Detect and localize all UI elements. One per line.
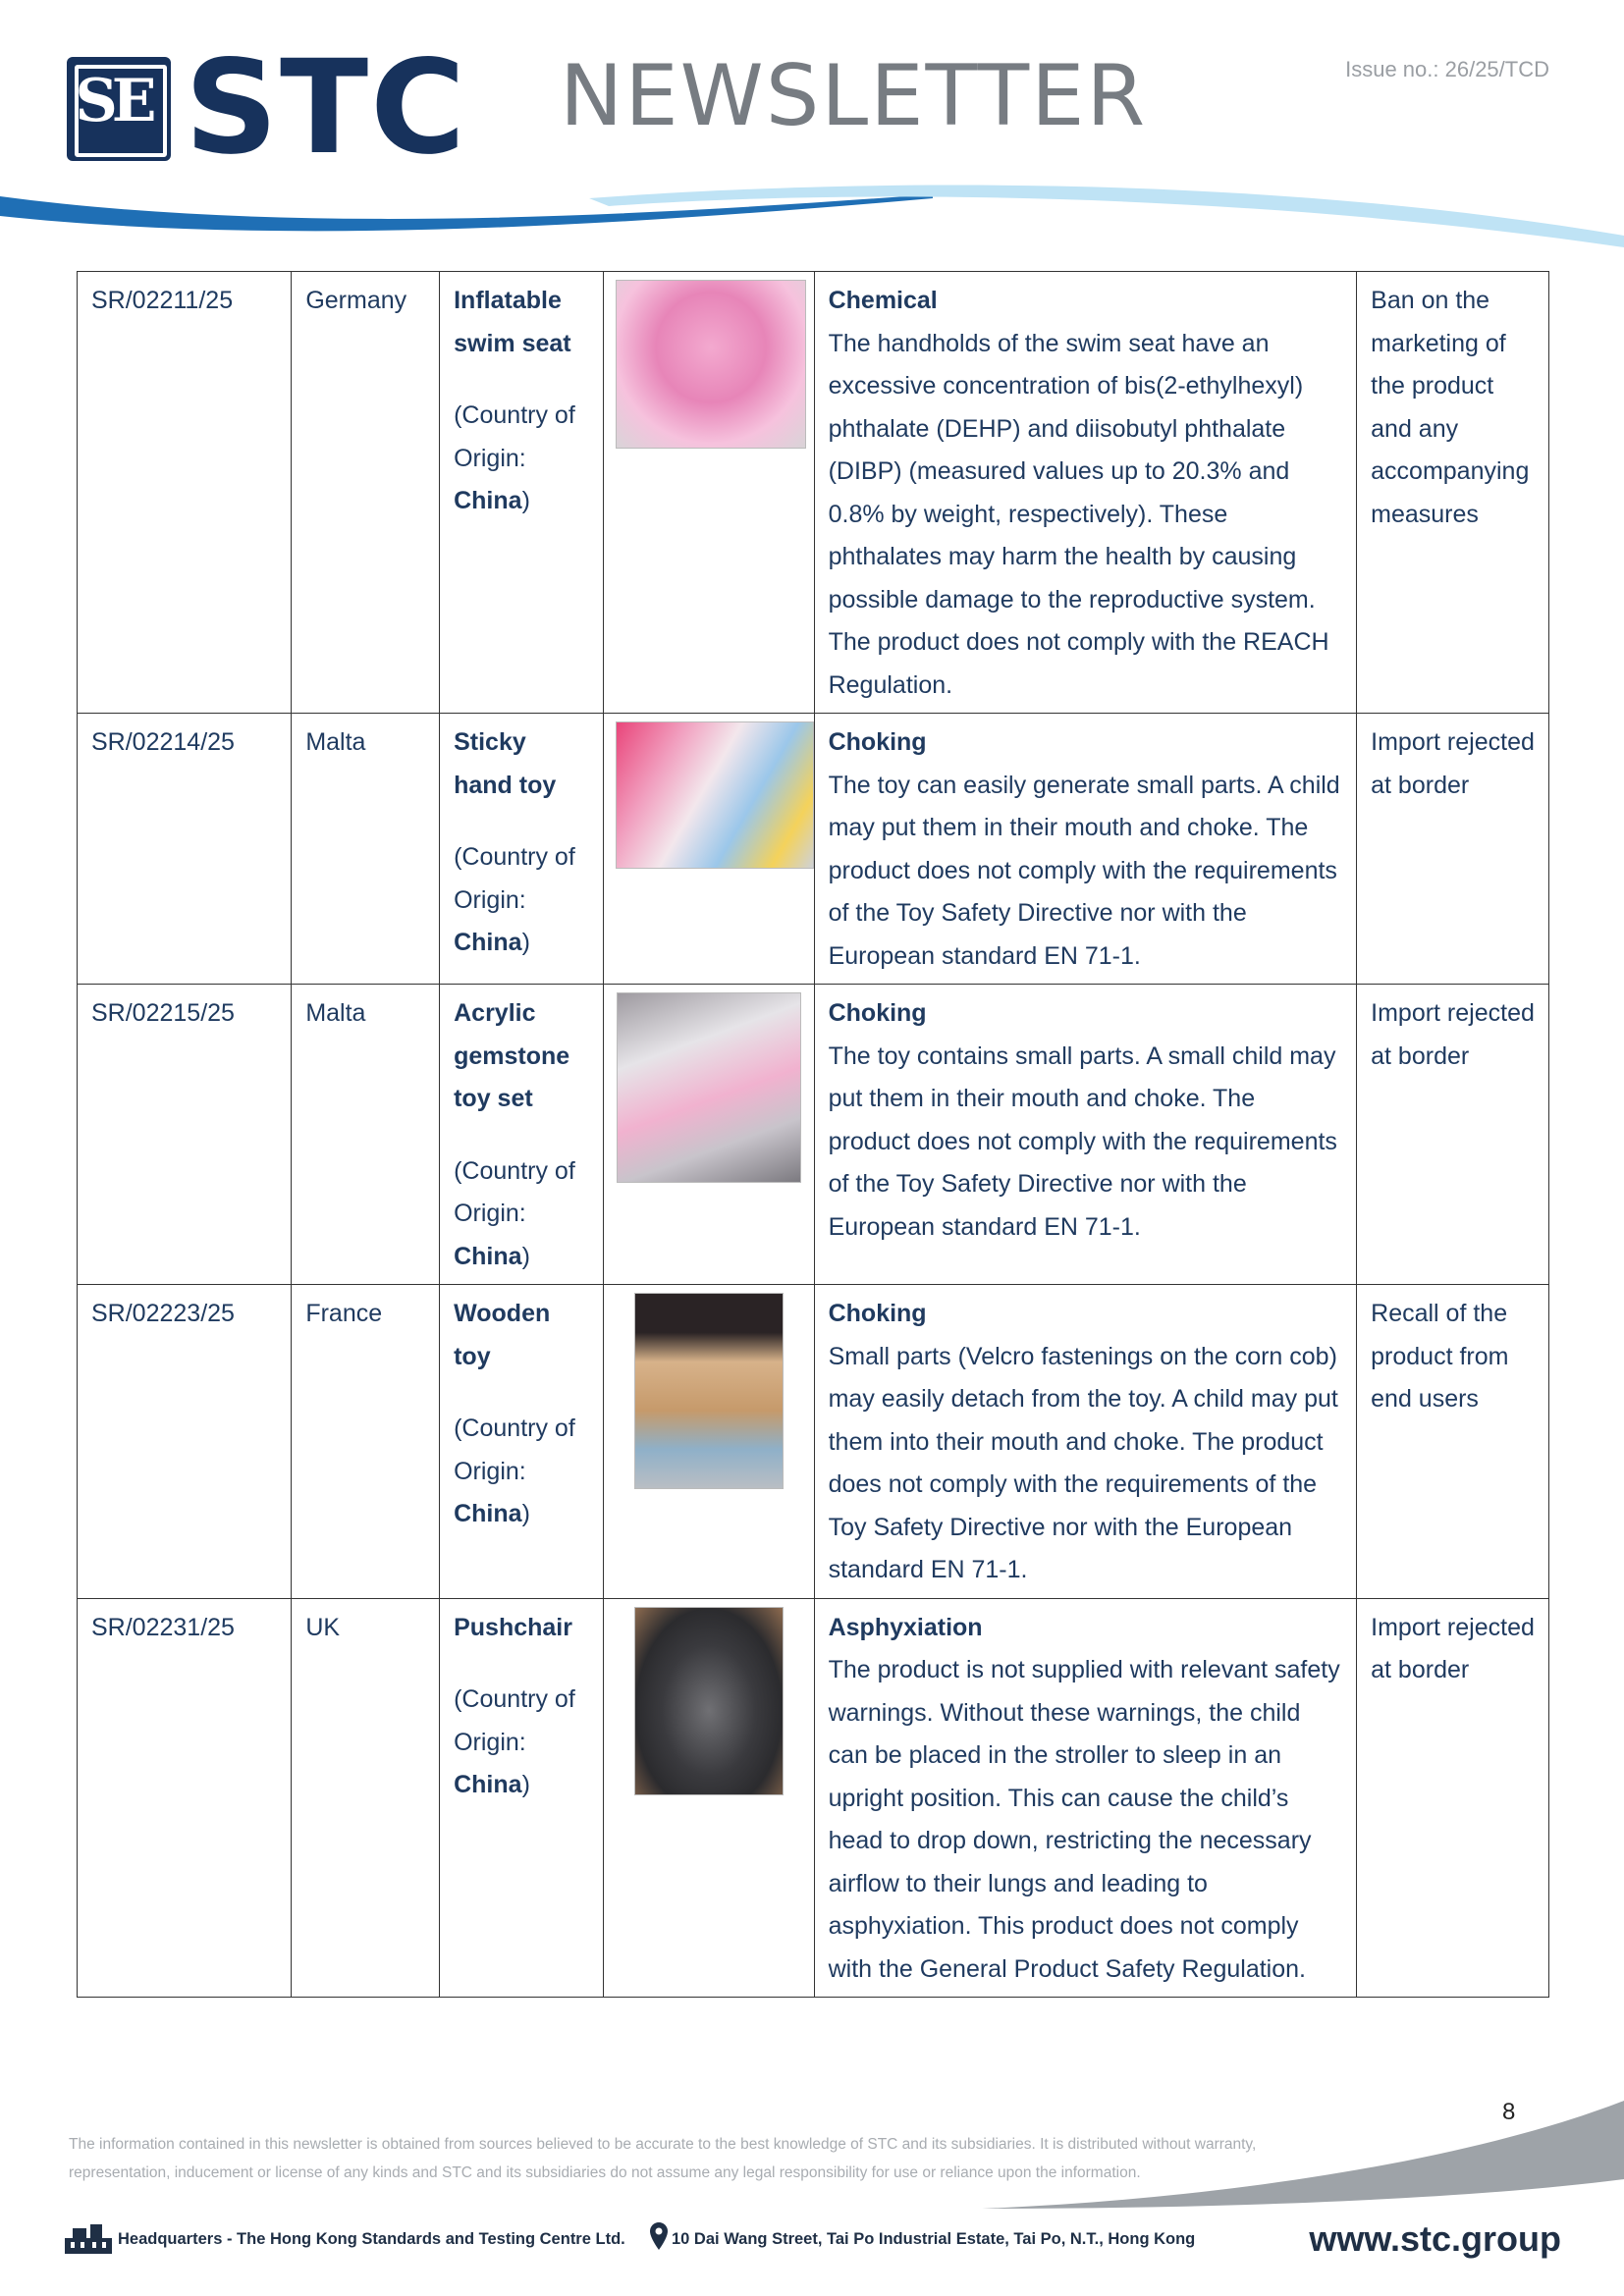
header-swoosh-decoration xyxy=(0,177,1624,255)
building-icon xyxy=(65,2224,112,2254)
reference-number: SR/02231/25 xyxy=(78,1598,292,1998)
country: UK xyxy=(292,1598,440,1998)
risk-cell xyxy=(814,714,1357,985)
product-cell xyxy=(440,272,604,714)
disclaimer: The information contained in this newsletter is obtained from sources believed to be accurate to the best knowledge of STC and its subsidiaries. It is distributed without warranty, representation, inducement or license of any kinds and STC and its subsidiaries do not assume any legal responsibility for use or reliance upon the information. xyxy=(69,2136,1257,2181)
recall-table xyxy=(77,271,1549,1998)
photo-cell xyxy=(603,1598,814,1998)
risk-description: The toy can easily generate small parts. A child may put them in their mouth and choke. The product does not comply with the requirements of the Toy Safety Directive nor with the European standard EN 71-1. xyxy=(828,771,1340,970)
photo-cell xyxy=(603,714,814,985)
country: Malta xyxy=(292,985,440,1285)
reference-number: SR/02223/25 xyxy=(78,1285,292,1599)
risk-cell xyxy=(814,1598,1357,1998)
location-pin-icon xyxy=(650,2222,668,2250)
measure: Import rejected at border xyxy=(1357,1598,1549,1998)
origin-country: China xyxy=(454,487,522,514)
product-name: Acrylic gemstone toy set xyxy=(454,999,570,1112)
risk-description: The product is not supplied with relevant safety warnings. Without these warnings, the child can be placed in the stroller to sleep in an upright position. This can cause the child’s head to drop down, restricting the necessary airflow to their lungs and leading to asphyxiation. This product does not comply with the General Product Safety Regulation. xyxy=(828,1656,1340,1983)
page-footer xyxy=(65,2218,1561,2258)
product-cell xyxy=(440,1285,604,1599)
origin-country: China xyxy=(454,929,522,956)
origin-label: (Country of Origin: China) xyxy=(454,1415,575,1527)
risk-type: Choking xyxy=(828,728,927,756)
country: Germany xyxy=(292,272,440,714)
product-cell xyxy=(440,714,604,985)
measure: Recall of the product from end users xyxy=(1357,1285,1549,1599)
stc-logo-glyph: SE xyxy=(75,67,151,135)
origin-country: China xyxy=(454,1242,522,1270)
risk-cell xyxy=(814,272,1357,714)
address-text: 10 Dai Wang Street, Tai Po Industrial Estate, Tai Po, N.T., Hong Kong xyxy=(672,2230,1196,2248)
risk-cell xyxy=(814,1285,1357,1599)
risk-type: Asphyxiation xyxy=(828,1613,983,1641)
product-cell xyxy=(440,985,604,1285)
page-number: 8 xyxy=(1502,2099,1516,2125)
origin-label: (Country of Origin: China) xyxy=(454,843,575,956)
origin-country: China xyxy=(454,1500,522,1527)
country: Malta xyxy=(292,714,440,985)
newsletter-title: NEWSLETTER xyxy=(560,47,1148,145)
page-header xyxy=(0,0,1624,255)
issue-number: Issue no.: 26/25/TCD xyxy=(1345,57,1549,81)
origin-label: (Country of Origin: China) xyxy=(454,401,575,514)
table-row xyxy=(78,272,1549,714)
pushchair-photo xyxy=(634,1607,784,1795)
stc-logo-text: STC xyxy=(185,32,467,184)
reference-number: SR/02215/25 xyxy=(78,985,292,1285)
risk-type: Chemical xyxy=(828,287,938,314)
product-name: Inflatable swim seat xyxy=(454,287,571,357)
inflatable-swim-seat-photo xyxy=(616,280,806,449)
photo-cell xyxy=(603,1285,814,1599)
risk-description: The toy contains small parts. A small child may put them in their mouth and choke. The product does not comply with the requirements of the Toy Safety Directive nor with the European standard EN 71-1. xyxy=(828,1041,1337,1241)
measure: Import rejected at border xyxy=(1357,985,1549,1285)
risk-type: Choking xyxy=(828,999,927,1027)
risk-description: The handholds of the swim seat have an excessive concentration of bis(2-ethylhexyl) phthalate (DEHP) and diisobutyl phthalate (DIBP) (measured values up to 20.3% and 0.8% by weight, respectively). These phthalates may harm the health by causing possible damage to the reproductive system. The product does not comply with the REACH Regulation. xyxy=(828,329,1329,699)
table-row xyxy=(78,714,1549,985)
headquarters-text: Headquarters - The Hong Kong Standards and Testing Centre Ltd. xyxy=(118,2230,625,2248)
table-row xyxy=(78,1598,1549,1998)
origin-country: China xyxy=(454,1771,522,1798)
origin-label: (Country of Origin: China) xyxy=(454,1156,575,1270)
sticky-hand-toy-photo xyxy=(616,721,814,869)
origin-label: (Country of Origin: China) xyxy=(454,1685,575,1798)
country: France xyxy=(292,1285,440,1599)
measure: Ban on the marketing of the product and any accompanying measures xyxy=(1357,272,1549,714)
product-cell xyxy=(440,1598,604,1998)
wooden-toy-photo xyxy=(634,1293,784,1489)
measure: Import rejected at border xyxy=(1357,714,1549,985)
website-link[interactable]: www.stc.group xyxy=(1309,2218,1561,2259)
product-name: Wooden toy xyxy=(454,1300,551,1370)
risk-cell xyxy=(814,985,1357,1285)
acrylic-gemstone-toy-set-photo xyxy=(617,992,801,1183)
photo-cell xyxy=(603,985,814,1285)
product-name: Pushchair xyxy=(454,1613,572,1641)
table-row xyxy=(78,985,1549,1285)
reference-number: SR/02211/25 xyxy=(78,272,292,714)
risk-type: Choking xyxy=(828,1300,927,1327)
stc-logo-mark xyxy=(67,57,171,161)
reference-number: SR/02214/25 xyxy=(78,714,292,985)
table-row xyxy=(78,1285,1549,1599)
photo-cell xyxy=(603,272,814,714)
risk-description: Small parts (Velcro fastenings on the corn cob) may easily detach from the toy. A child may put them into their mouth and choke. The product does not comply with the requirements of the Toy Safety Directive nor with the European standard EN 71-1. xyxy=(828,1342,1338,1583)
product-name: Sticky hand toy xyxy=(454,728,557,799)
